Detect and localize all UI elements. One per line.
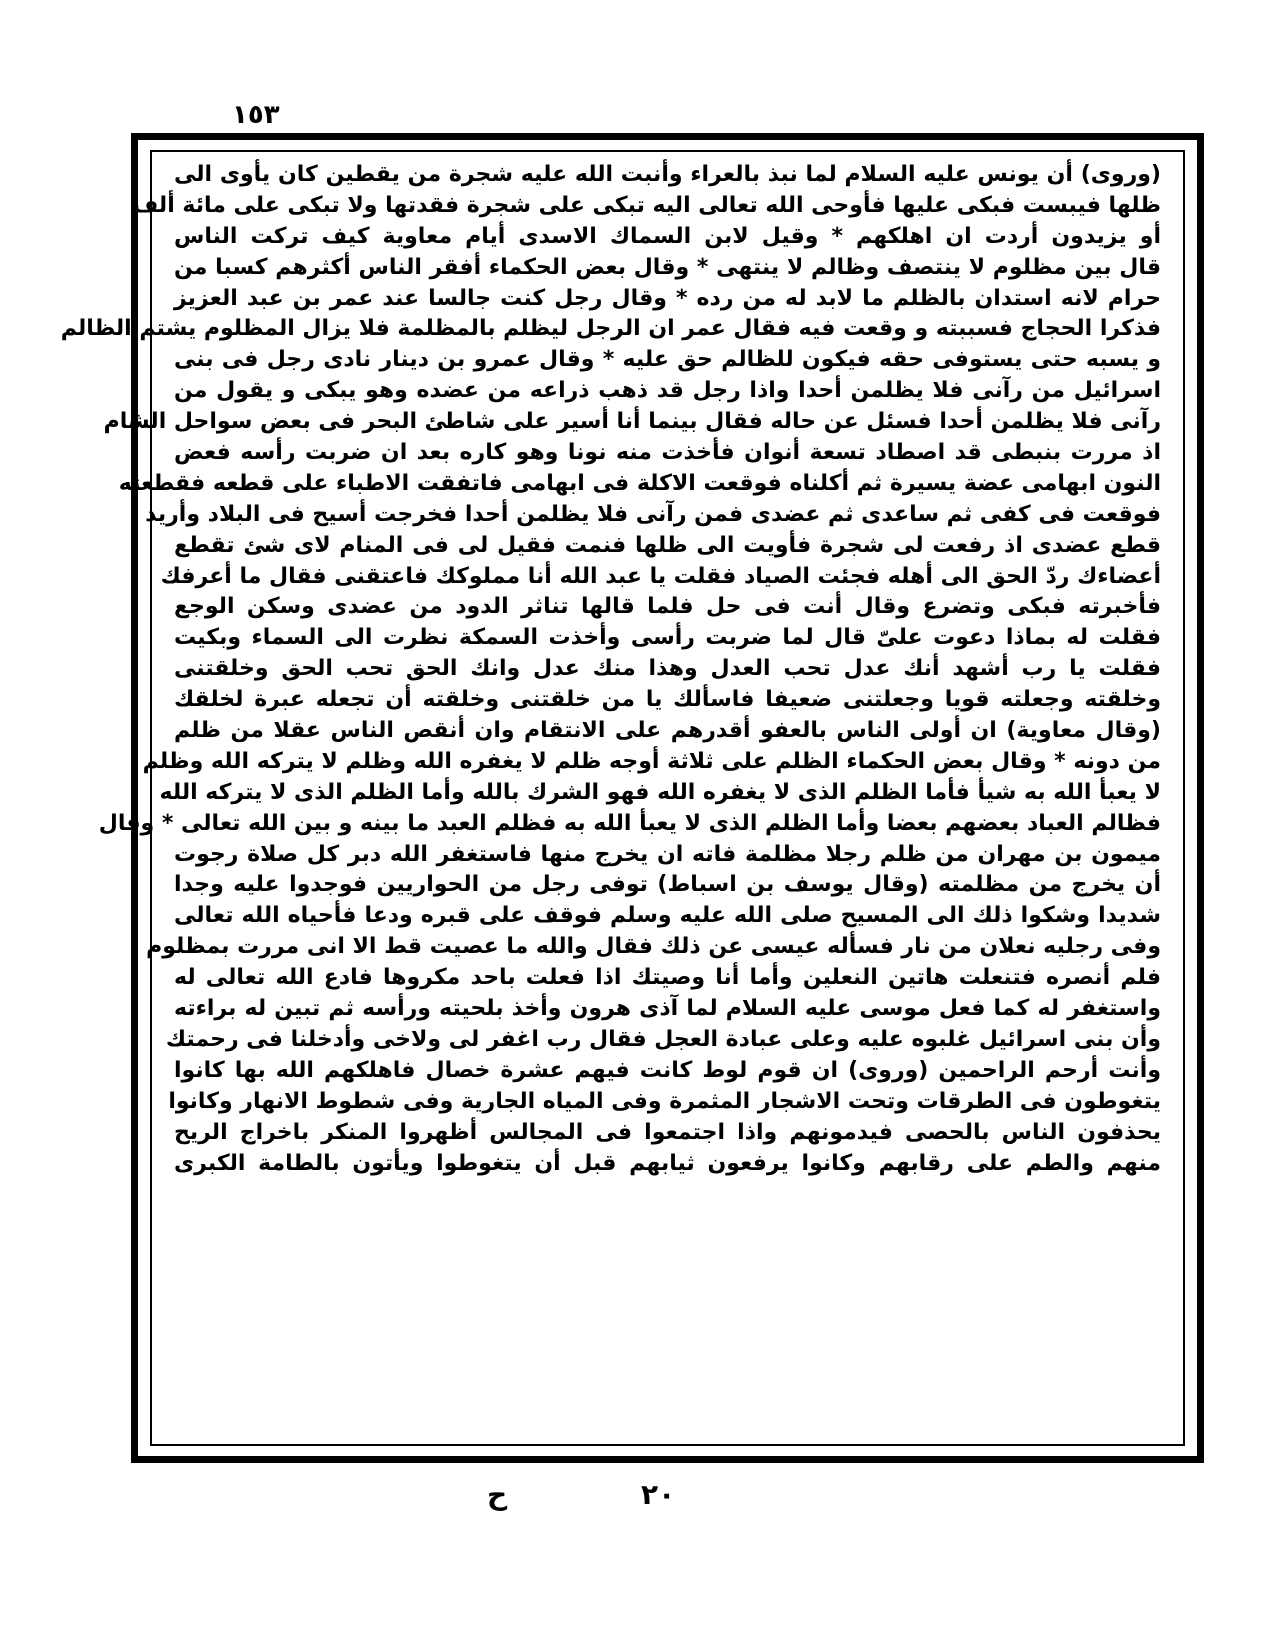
text-line: واستغفر له كما فعل موسى عليه السلام لما آذى هرون وأخذ بلحيته ورأسه ثم تبين له براءته <box>174 996 1161 1022</box>
text-line: حرام لانه استدان بالظلم ما لابد له من رده * وقال رجل كنت جالسا عند عمر بن عبد العزيز <box>174 285 1161 311</box>
text-line: قال بين مظلوم لا ينتصف وظالم لا ينتهى * وقال بعض الحكماء أفقر الناس أكثرهم كسبا من <box>174 254 1161 280</box>
page-border-outer <box>60 133 1204 1463</box>
text-line: أن يخرج من مظلمته (وقال يوسف بن اسباط) توفى رجل من الحواريين فوجدوا عليه وجدا <box>174 872 1161 898</box>
signature-mark: ح <box>487 1478 508 1511</box>
text-line: شديدا وشكوا ذلك الى المسيح صلى الله عليه وسلم فوقف على قبره ودعا فأحياه الله تعالى <box>174 903 1161 929</box>
text-line: منهم والطم على رقابهم وكانوا يرفعون ثيابهم قبل أن يتغوطوا ويأتون بالطامة الكبرى <box>174 1150 1161 1176</box>
page-number: ١٥٣ <box>232 100 280 130</box>
text-line: فذكرا الحجاج فسببته و وقعت فيه فقال عمر ان الرجل ليظلم بالمظلمة فلا يزال المظلوم يشتم الظالم <box>60 316 1161 342</box>
body-text <box>60 160 1161 1179</box>
text-line: فقلت يا رب أشهد أنك عدل تحب العدل وهذا منك عدل وانك الحق تحب الحق وخلقتنى <box>174 656 1161 682</box>
text-line: (وقال معاوية) ان أولى الناس بالعفو أقدرهم على الانتقام وان أنقص الناس عقلا من ظلم <box>174 718 1161 744</box>
text-line: فأخبرته فبكى وتضرع وقال أنت فى حل فلما قالها تناثر الدود من عضدى وسكن الوجع <box>174 594 1161 620</box>
text-line: ميمون بن مهران من ظلم رجلا مظلمة فاته ان يخرج منها فاستغفر الله دبر كل صلاة رجوت <box>174 841 1161 867</box>
signature-number: ٢٠ <box>641 1478 676 1511</box>
text-line: أعضاءك ردّ الحق الى أهله فجئت الصياد فقلت يا عبد الله أنا مملوكك فاعتقنى فقال ما أعرفك <box>160 563 1161 589</box>
text-line: وأن بنى اسرائيل غلبوه عليه وعلى عبادة العجل فقال رب اغفر لى ولاخى وأدخلنا فى رحمتك <box>165 1026 1161 1052</box>
text-line: فلم أنصره فتنعلت هاتين النعلين وأما أنا وصيتك اذا فعلت باحد مكروها فادع الله تعالى له <box>174 965 1161 991</box>
text-line: وفى رجليه نعلان من نار فسأله عيسى عن ذلك فقال والله ما عصيت قط الا انى مررت بمظلوم <box>146 934 1161 960</box>
page-border-inner <box>60 150 1185 1446</box>
text-line: وخلقته وجعلته قويا وجعلتنى ضعيفا فاسألك يا من خلقتنى وخلقته أن تجعله عبرة لخلقك <box>174 687 1161 713</box>
text-line: فظالم العباد بعضهم بعضا وأما الظلم الذى لا يعبأ الله به فظلم العبد ما بينه و بين الله تعالى * وقال <box>98 810 1161 836</box>
text-line: أو يزيدون أردت ان اهلكهم * وقيل لابن السماك الاسدى أيام معاوية كيف تركت الناس <box>174 223 1161 249</box>
text-line: النون ابهامى عضة يسيرة ثم أكلناه فوقعت الاكلة فى ابهامى فاتفقت الاطباء على قطعه فقطعته <box>118 470 1161 496</box>
text-line: اذ مررت بنبطى قد اصطاد تسعة أنوان فأخذت منه نونا وهو كاره بعد ان ضربت رأسه فعض <box>174 440 1161 466</box>
text-line: يحذفون الناس بالحصى فيدمونهم واذا اجتمعوا فى المجالس أظهروا المنكر باخراج الريح <box>174 1119 1161 1145</box>
text-line: فقلت له بماذا دعوت علىّ قال لما ضربت رأسى وأخذت السمكة نظرت الى السماء وبكيت <box>174 625 1161 651</box>
text-line: من دونه * وقال بعض الحكماء الظلم على ثلاثة أوجه ظلم لا يغفره الله وظلم لا يتركه الله وظلم <box>142 748 1161 774</box>
text-line: و يسبه حتى يستوفى حقه فيكون للظالم حق عليه * وقال عمرو بن دينار نادى رجل فى بنى <box>174 347 1161 373</box>
text-line: رآنى فلا يظلمن أحدا فسئل عن حاله فقال بينما أنا أسير على شاطئ البحر فى بعض سواحل الشام <box>103 409 1161 435</box>
text-line: فوقعت فى كفى ثم ساعدى ثم عضدى فمن رآنى فلا يظلمن أحدا فخرجت أسيح فى البلاد وأريد <box>145 501 1161 527</box>
text-line: ظلها فيبست فبكى عليها فأوحى الله تعالى اليه تبكى على شجرة فقدتها ولا تبكى على مائة ألف <box>132 192 1161 218</box>
text-line: قطع عضدى اذ رفعت لى شجرة فأويت الى ظلها فنمت فقيل لى فى المنام لاى شئ تقطع <box>174 532 1161 558</box>
text-line: لا يعبأ الله به شيأ فأما الظلم الذى لا يغفره الله فهو الشرك بالله وأما الظلم الذى لا يتركه الله <box>159 779 1161 805</box>
text-line: يتغوطون فى الطرقات وتحت الاشجار المثمرة وفى المياه الجارية وفى شطوط الانهار وكانوا <box>168 1088 1161 1114</box>
text-line: اسرائيل من رآنى فلا يظلمن أحدا واذا رجل قد ذهب ذراعه من عضده وهو يبكى و يقول من <box>174 378 1161 404</box>
text-line: وأنت أرحم الراحمين (وروى) ان قوم لوط كانت فيهم عشرة خصال فاهلكهم الله بها كانوا <box>174 1057 1161 1083</box>
text-line: (وروى) أن يونس عليه السلام لما نبذ بالعراء وأنبت الله عليه شجرة من يقطين كان يأوى الى <box>174 162 1161 187</box>
